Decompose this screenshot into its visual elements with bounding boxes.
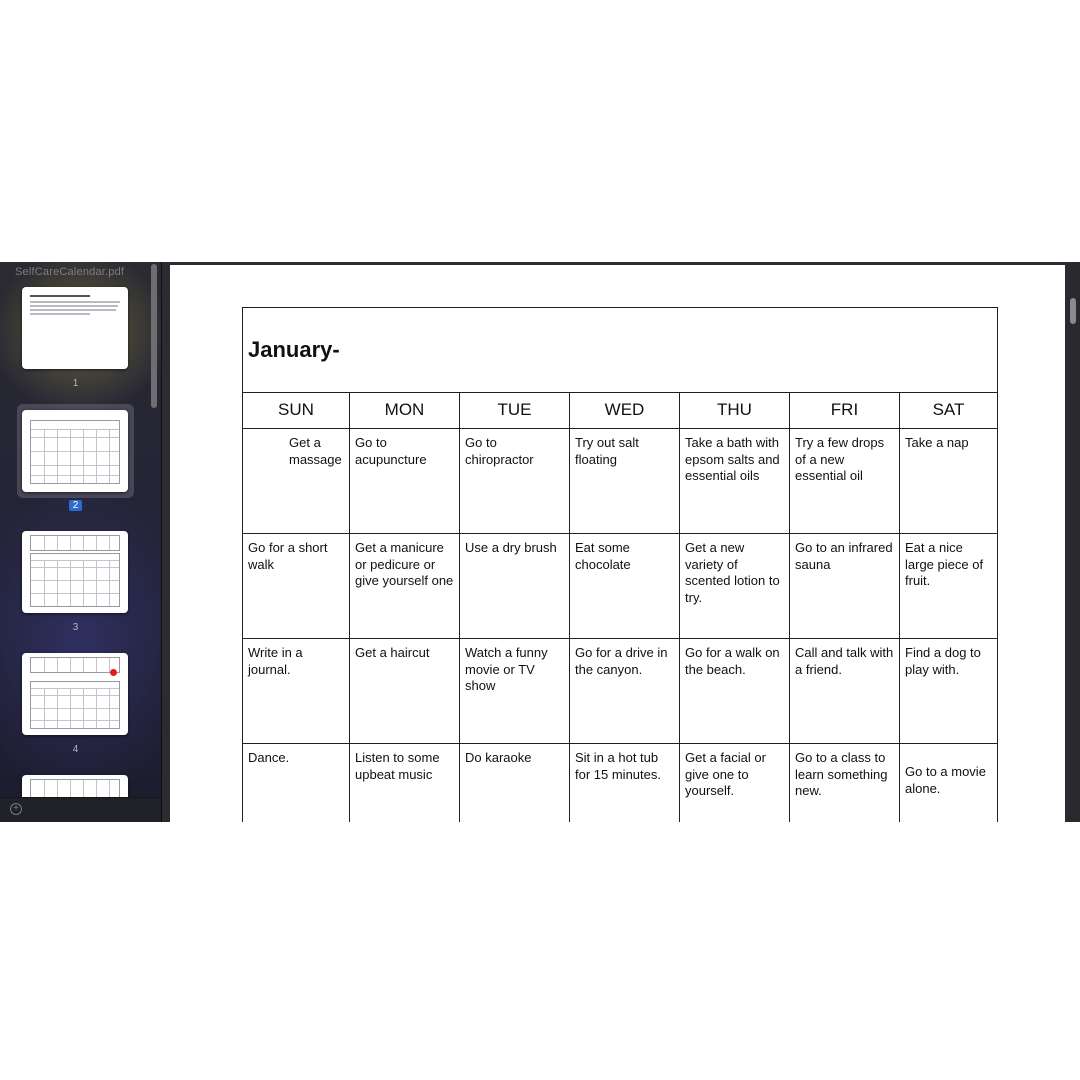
day-header: MON: [350, 393, 460, 429]
day-header: SUN: [243, 393, 350, 429]
page-thumbnail-2[interactable]: [17, 404, 134, 498]
calendar-cell: Sit in a hot tub for 15 minutes.: [570, 744, 680, 823]
thumbnail-sidebar: [0, 262, 162, 822]
document-filename: SelfCareCalendar.pdf: [15, 266, 125, 278]
calendar-cell: Go to a class to learn something new.: [790, 744, 900, 823]
page-thumbnail-1[interactable]: [17, 284, 134, 372]
page-number-1: 1: [72, 378, 79, 389]
calendar-cell: Go for a drive in the canyon.: [570, 639, 680, 744]
calendar-cell: Get a manicure or pedicure or give yourself one: [350, 534, 460, 639]
calendar-cell: Get a haircut: [350, 639, 460, 744]
calendar-cell: Do karaoke: [460, 744, 570, 823]
month-heading: January-: [243, 308, 998, 393]
calendar-cell: Go for a walk on the beach.: [680, 639, 790, 744]
scrollbar-knob[interactable]: [1070, 298, 1076, 324]
document-view[interactable]: [162, 262, 1068, 822]
calendar-cell: Go to chiropractor: [460, 429, 570, 534]
calendar-cell: Try a few drops of a new essential oil: [790, 429, 900, 534]
calendar-cell: Get a facial or give one to yourself.: [680, 744, 790, 823]
pdf-page: [170, 265, 1065, 822]
calendar-cell: Find a dog to play with.: [900, 639, 998, 744]
day-header: FRI: [790, 393, 900, 429]
page-thumbnail-3[interactable]: [17, 528, 134, 616]
thumbnail-image: [22, 287, 128, 369]
day-header: SAT: [900, 393, 998, 429]
page-number-2: 2: [17, 500, 134, 511]
calendar-cell: Eat some chocolate: [570, 534, 680, 639]
add-page-icon[interactable]: +: [10, 803, 22, 815]
calendar-cell: Use a dry brush: [460, 534, 570, 639]
sidebar-scrollbar[interactable]: [151, 264, 157, 408]
calendar-cell: Write in a journal.: [243, 639, 350, 744]
thumbnail-image: [22, 410, 128, 492]
thumbnail-image: [22, 531, 128, 613]
calendar-cell: Try out salt floating: [570, 429, 680, 534]
page-number-4: 4: [72, 744, 79, 755]
calendar-cell: Get a new variety of scented lotion to try.: [680, 534, 790, 639]
calendar-table: [242, 307, 998, 822]
day-header: THU: [680, 393, 790, 429]
calendar-cell: Go for a short walk: [243, 534, 350, 639]
calendar-cell: Go to a movie alone.: [900, 744, 998, 823]
calendar-cell: Call and talk with a friend.: [790, 639, 900, 744]
day-header: WED: [570, 393, 680, 429]
document-scrollbar[interactable]: [1068, 262, 1080, 822]
calendar-cell: Go to an infrared sauna: [790, 534, 900, 639]
calendar-cell: Listen to some upbeat music: [350, 744, 460, 823]
calendar-cell: Take a nap: [900, 429, 998, 534]
calendar-cell: Watch a funny movie or TV show: [460, 639, 570, 744]
sidebar-footer: [0, 797, 161, 822]
page-number-3: 3: [72, 622, 79, 633]
calendar-cell: Take a bath with epsom salts and essential oils: [680, 429, 790, 534]
calendar-cell: Dance.: [243, 744, 350, 823]
page-thumbnail-4[interactable]: [17, 650, 134, 738]
heart-icon: [110, 669, 117, 676]
day-header: TUE: [460, 393, 570, 429]
calendar-cell: Go to acupuncture: [350, 429, 460, 534]
preview-window: [0, 262, 1080, 822]
calendar-cell: Get a massage: [243, 429, 350, 534]
thumbnail-image: [22, 653, 128, 735]
calendar-cell: Eat a nice large piece of fruit.: [900, 534, 998, 639]
